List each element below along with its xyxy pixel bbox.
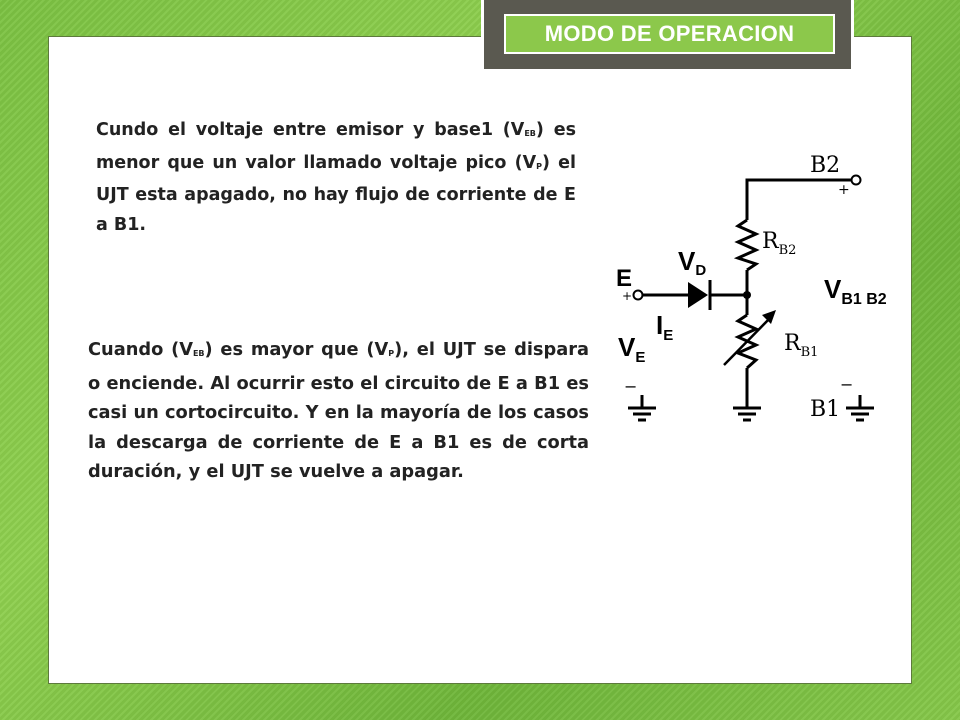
label-vb1b2: $V_{B1 B2}$ <box>824 274 887 308</box>
label-rb2: $R_{B2}$ <box>762 229 797 258</box>
wire-b2 <box>747 180 852 220</box>
terminal-b2-icon <box>852 176 861 185</box>
label-e: E <box>616 265 633 292</box>
ground-b1-terminal-icon <box>846 408 874 420</box>
p2-text-a: Cuando (V <box>88 339 193 360</box>
p2-subscript-p: P <box>388 349 395 358</box>
label-vd: VD <box>678 246 707 279</box>
terminal-e-icon <box>634 291 643 300</box>
p1-subscript-p: P <box>536 161 542 171</box>
p1-text-a: Cundo el voltaje entre emisor y base1 (V <box>96 120 525 140</box>
label-b2: B2 <box>810 153 841 178</box>
p1-text-b: ) es menor que un valor llamado voltaje pico (V <box>96 120 576 173</box>
ujt-circuit-diagram <box>612 150 902 440</box>
p2-text-c: ), el UJT se dispara o enciende. Al ocurrir esto el circuito de E a B1 es casi un cortocircuito. Y en la mayoría de los casos la descarga de corriente de E a B1 es de corta duración, y el UJT se vuelve a apagar. <box>88 339 590 482</box>
label-ve-minus: − <box>624 377 638 396</box>
p2-subscript-eb: EB <box>192 349 205 358</box>
junction-dot <box>743 291 751 299</box>
p2-text-b: ) es mayor que (V <box>204 339 389 360</box>
p1-text-c: ) el UJT esta apagado, no hay flujo de corriente de E a B1. <box>96 152 576 235</box>
label-ie: $I_E$ <box>656 310 674 344</box>
resistor-rb2-icon <box>738 220 756 270</box>
variable-arrow-head <box>762 310 776 324</box>
p1-subscript-eb: EB <box>524 129 536 138</box>
label-b2-plus: + <box>838 182 850 198</box>
label-b1-minus: − <box>840 375 854 394</box>
title-frame <box>481 0 854 72</box>
label-rb1: $R_{B1}$ <box>784 331 819 360</box>
title-box <box>504 14 835 54</box>
label-e-plus: + <box>622 289 633 303</box>
diode-icon <box>688 282 708 308</box>
ground-ve-icon <box>628 408 656 420</box>
ground-b1-icon <box>733 408 761 420</box>
paragraph-on-state <box>88 335 589 487</box>
slide-title: MODO DE OPERACION <box>544 21 795 46</box>
paragraph-off-state <box>96 116 576 240</box>
label-ve: $V_E$ <box>618 332 646 366</box>
label-b1: B1 <box>810 397 841 422</box>
